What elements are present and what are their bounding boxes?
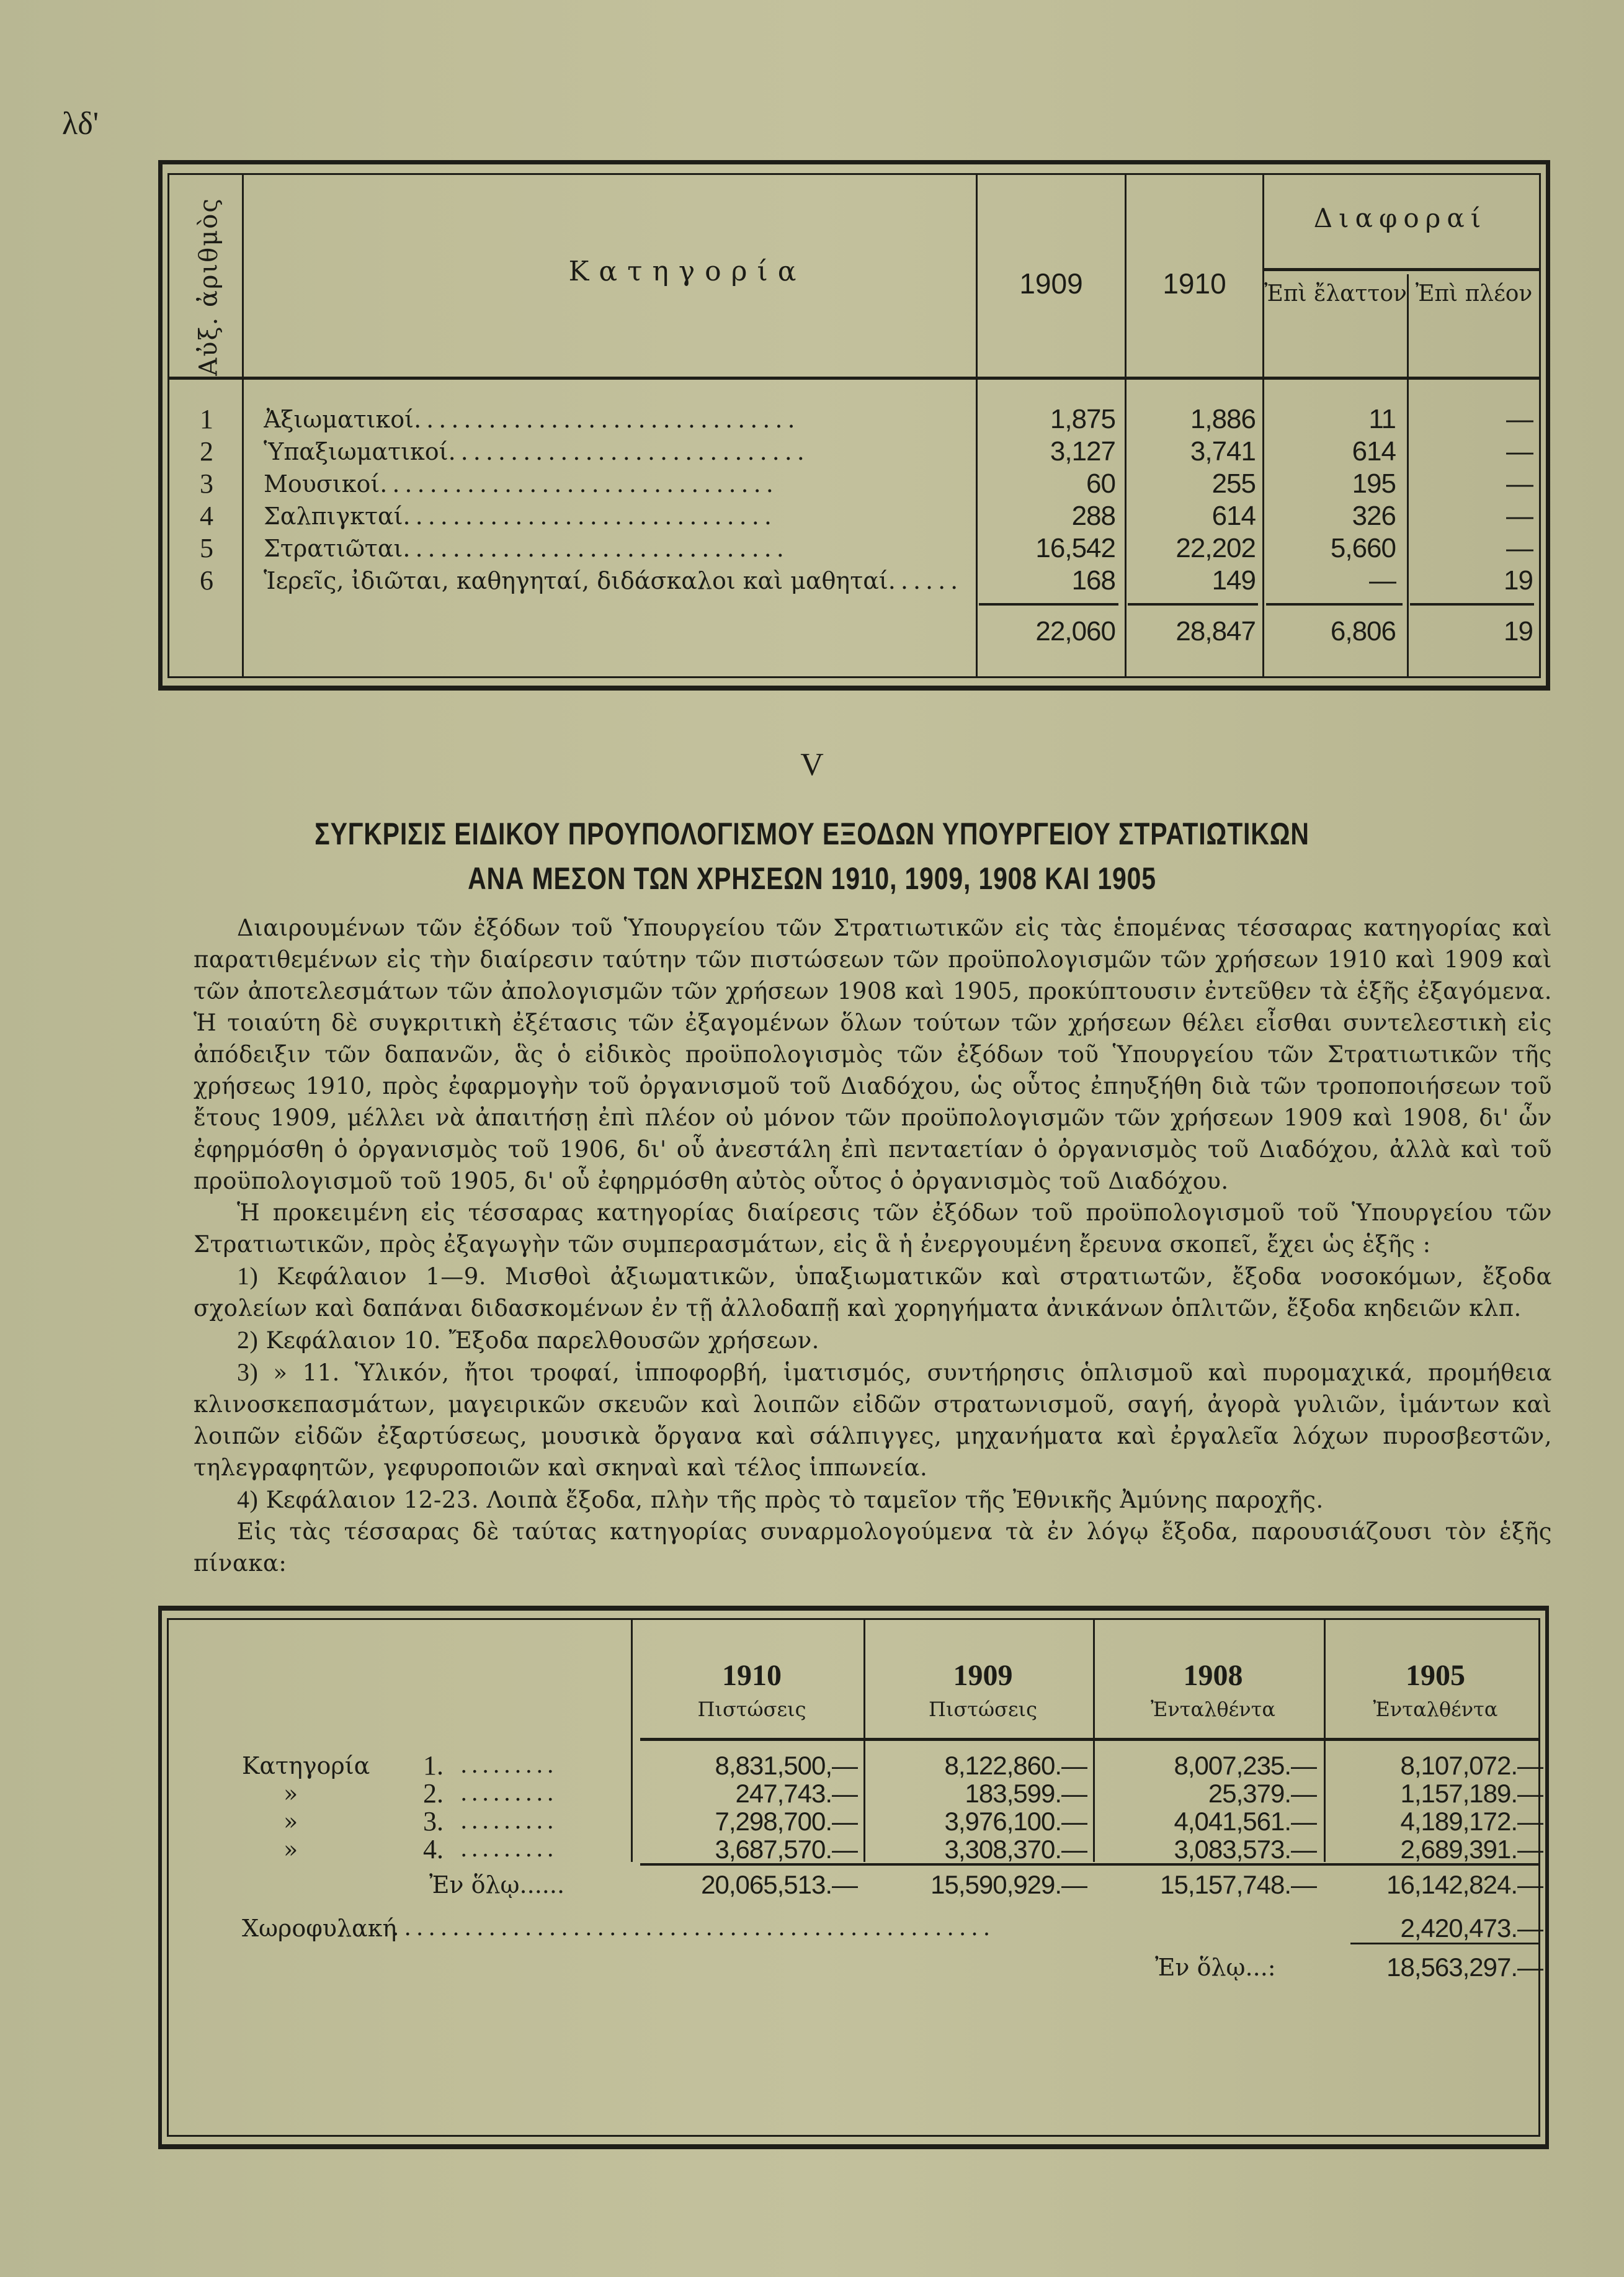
leader-dots: ...... xyxy=(888,567,963,594)
category-number: 2. xyxy=(423,1778,444,1809)
section-number: V xyxy=(800,747,824,782)
total-row xyxy=(169,1869,1543,1900)
differences-header: Διαφοραί xyxy=(1313,203,1488,233)
table-row xyxy=(169,532,1539,565)
value-1909: 3,127 xyxy=(1050,436,1115,467)
row-index: 1 xyxy=(200,404,213,434)
table-row xyxy=(169,1750,1543,1781)
cell-value: 8,007,235.— xyxy=(1174,1751,1316,1780)
chapter-item xyxy=(194,1483,1552,1516)
cell-value: 1,157,189.— xyxy=(1400,1779,1543,1808)
value-1910: 614 xyxy=(1211,501,1256,531)
leader-dots: ............................... xyxy=(414,406,800,433)
year-column-header xyxy=(1333,1657,1538,1724)
column-year: 1910 xyxy=(722,1659,782,1692)
item-text: » 11. Ὑλικόν, ἤτοι τροφαί, ἱπποφορβή, ἱματισμός, συντήρησις ὁπλισμοῦ καὶ πυρομαχικά, προμήθεια κλινοσκεπασμάτων, μαγειρικῶν σκευῶν καὶ λοιπῶν εἰδῶν στρατωνισμοῦ, σαγή, ἀγορὰ γυλιῶν, ἱμάντων καὶ λοιπῶν εἰδῶν ἐξαρτύσεως, μουσικὰ ὄργανα καὶ σάλπιγγες, μηχανήματα καὶ ἐργαλεῖα λόχων πυροσβεστῶν, τηλεγραφητῶν, γεφυροποιῶν καὶ σκηναὶ καὶ τέλος ἱππωνεία. xyxy=(194,1359,1553,1481)
chapter-item xyxy=(194,1356,1552,1483)
totals-row xyxy=(169,615,1539,648)
grand-total-value: 18,563,297.— xyxy=(1386,1953,1543,1982)
category-text: Ὑπαξιωματικοί xyxy=(264,438,448,465)
value-1909: 168 xyxy=(1071,565,1115,596)
header-rule xyxy=(640,1738,1538,1741)
category-label: » xyxy=(283,1836,298,1863)
value-more: — xyxy=(1506,468,1533,499)
leader-dots: ......... xyxy=(460,1753,558,1778)
category-text: Στρατιῶται xyxy=(264,535,403,562)
value-1909: 16,542 xyxy=(1035,533,1115,563)
cell-value: 183,599.— xyxy=(965,1779,1087,1808)
section-title-line1: ΣΥΓΚΡΙΣΙΣ ΕΙΔΙΚΟΥ ΠΡΟΥΠΟΛΟΓΙΣΜΟΥ ΕΞΟΔΩΝ ΥΠΟΥΡΓΕΙΟΥ ΣΤΡΑΤΙΩΤΙΚΩΝ xyxy=(315,816,1309,851)
cell-value: 4,041,561.— xyxy=(1174,1807,1316,1836)
category-text: Μουσικοί xyxy=(264,470,380,498)
cell-value: 8,122,860.— xyxy=(944,1751,1087,1780)
column-subtitle: Πιστώσεις xyxy=(929,1698,1037,1721)
category-number: 1. xyxy=(423,1750,444,1781)
value-more: — xyxy=(1506,404,1533,434)
value-1910: 3,741 xyxy=(1190,436,1256,467)
value-less: 11 xyxy=(1368,404,1396,434)
column-year: 1909 xyxy=(953,1659,1013,1692)
cell-value: 3,083,573.— xyxy=(1174,1835,1316,1864)
leader-dots: .................................................. xyxy=(392,1915,996,1941)
sum-rule xyxy=(1128,603,1258,606)
budget-comparison-table xyxy=(158,1606,1549,2149)
total-less: 6,806 xyxy=(1330,616,1396,646)
cell-value: 8,107,072.— xyxy=(1400,1751,1543,1780)
total-1910: 28,847 xyxy=(1176,616,1256,646)
value-less: — xyxy=(1369,565,1396,596)
cell-value: 4,189,172.— xyxy=(1400,1807,1543,1836)
table-row xyxy=(169,1834,1543,1865)
row-index: 6 xyxy=(200,565,213,596)
cell-value: 3,308,370.— xyxy=(944,1835,1087,1864)
leader-dots: ............................... xyxy=(403,535,789,562)
body-text xyxy=(194,912,1552,1579)
category-label: » xyxy=(283,1808,298,1835)
column-year: 1905 xyxy=(1406,1659,1465,1692)
item-number: 3) xyxy=(237,1358,259,1386)
value-1909: 288 xyxy=(1071,501,1115,531)
more-header: Ἐπὶ πλέον xyxy=(1415,281,1533,306)
item-text: Κεφάλαιον 12-23. Λοιπὰ ἔξοδα, πλὴν τῆς πρὸς τὸ ταμεῖον τῆς Ἐθνικῆς Ἀμύνης παροχῆς. xyxy=(265,1487,1324,1513)
value-more: — xyxy=(1506,436,1533,467)
table-row xyxy=(169,565,1539,597)
leader-dots: ......... xyxy=(460,1836,558,1862)
value-less: 5,660 xyxy=(1330,533,1396,563)
table-row xyxy=(169,1806,1543,1837)
year-column-header xyxy=(1102,1657,1324,1724)
value-more: 19 xyxy=(1504,565,1533,596)
value-1909: 60 xyxy=(1086,468,1115,499)
sum-rule xyxy=(979,603,1118,606)
table-row xyxy=(169,403,1539,436)
paragraph-1: Διαιρουμένων τῶν ἐξόδων τοῦ Ὑπουργείου τῶν Στρατιωτικῶν εἰς τὰς ἑπομένας τέσσαρας κατηγορίας καὶ παρατιθεμένων εἰς τὴν διαίρεσιν ταύτην τῶν πιστώσεων τῶν προϋπολογισμῶν τῶν χρήσεων 1910 καὶ 1909 καὶ τῶν ἀποτελεσμάτων τῶν ἀπολογισμῶν τῶν χρήσεων 1908 καὶ 1905, προκύπτουσιν ἐντεῦθεν τὰ ἑξῆς ἐξαγόμενα. Ἡ τοιαύτη δὲ συγκριτικὴ ἐξέτασις τῶν ἐξαγομένων ὅλων τούτων τῶν χρήσεων θέλει εἶσθαι συντελεστικὴ εἰς ἀπόδειξιν τῶν δαπανῶν, ἃς ὁ εἰδικὸς προϋπολογισμὸς τῶν ἐξόδων τοῦ Ὑπουργείου τῶν Στρατιωτικῶν τῆς χρήσεως 1910, πρὸς ἐφαρμογὴν τοῦ ὀργανισμοῦ τοῦ Διαδόχου, ὡς οὗτος ἐπηυξήθη διὰ τῶν τροποποιήσεων τοῦ ἔτους 1909, μέλλει νὰ ἀπαιτήσῃ ἐπὶ πλέον οὐ μόνον τῶν προϋπολογισμῶν τῶν χρήσεων 1909 καὶ 1908, δι' ὧν ἐφηρμόσθη ὁ ὀργανισμὸς τοῦ 1906, δι' οὗ ἀνεστάλη ἐπὶ πενταετίαν ὁ ὀργανισμὸς τοῦ Διαδόχου, ἀλλὰ καὶ τοῦ προϋπολογισμοῦ τοῦ 1905, δι' οὗ ἐφηρμόσθη αὐτὸς οὗτος ὁ ὀργανισμὸς τοῦ Διαδόχου. xyxy=(194,915,1552,1194)
header-rule xyxy=(169,377,1539,380)
category-text: Σαλπιγκταί xyxy=(264,503,403,530)
category-text: Ἀξιωματικοί xyxy=(264,406,414,433)
row-index: 5 xyxy=(200,533,213,563)
year-column-header xyxy=(640,1657,863,1724)
total-1905: 16,142,824.— xyxy=(1386,1870,1543,1899)
cell-value: 247,743.— xyxy=(735,1779,857,1808)
item-number: 4) xyxy=(237,1485,259,1513)
personnel-table xyxy=(158,160,1550,691)
row-index: 3 xyxy=(200,468,213,499)
category-label: » xyxy=(283,1780,298,1807)
column-subtitle: Πιστώσεις xyxy=(697,1698,806,1721)
value-1910: 22,202 xyxy=(1176,533,1256,563)
chapter-item xyxy=(194,1260,1552,1324)
table-row xyxy=(169,500,1539,532)
total-1910: 20,065,513.— xyxy=(701,1870,857,1899)
total-1909: 15,590,929.— xyxy=(930,1870,1087,1899)
item-text: Κεφάλαιον 1—9. Μισθοὶ ἀξιωματικῶν, ὑπαξιωματικῶν καὶ στρατιωτῶν, ἔξοδα νοσοκόμων, ἔξοδα σχολείων καὶ δαπάναι διδασκομένων ἐν τῇ ἀλλοδαπῇ καὶ χορηγήματα ἀνικάνων ὁπλιτῶν, ἔξοδα κηδειῶν κλπ. xyxy=(194,1263,1552,1322)
value-more: — xyxy=(1506,533,1533,563)
paragraph-2: Ἡ προκειμένη εἰς τέσσαρας κατηγορίας διαίρεσις τῶν ἐξόδων τοῦ προϋπολογισμοῦ τοῦ Ὑπουργείου τῶν Στρατιωτικῶν, πρὸς ἐξαγωγὴν τῶν συμπερασμάτων, εἰς ἃ ἡ ἐνεργουμένη ἔρευνα σκοπεῖ, ἔχει ὡς ἑξῆς : xyxy=(194,1199,1552,1258)
value-1910: 255 xyxy=(1211,468,1256,499)
row-index: 4 xyxy=(200,501,213,531)
leader-dots: ......... xyxy=(460,1781,558,1806)
grand-total-label: Ἐν ὅλῳ...: xyxy=(1155,1954,1276,1981)
index-column-header: Αὐξ. ἀριθμὸς xyxy=(195,197,223,376)
sum-rule xyxy=(1410,603,1534,606)
cell-value: 8,831,500,— xyxy=(715,1751,857,1780)
item-text: Κεφάλαιον 10. Ἔξοδα παρελθουσῶν χρήσεων. xyxy=(265,1327,819,1354)
year-column-header xyxy=(873,1657,1093,1724)
category-label: Κατηγορία xyxy=(242,1752,370,1779)
gendarmerie-value: 2,420,473.— xyxy=(1400,1913,1543,1943)
category-column-header: Κατηγορία xyxy=(568,256,806,287)
section-title-line2: ΑΝΑ ΜΕΣΟΝ ΤΩΝ ΧΡΗΣΕΩΝ 1910, 1909, 1908 ΚΑΙ 1905 xyxy=(468,861,1156,896)
value-less: 326 xyxy=(1352,501,1396,531)
cell-value: 3,687,570.— xyxy=(715,1835,857,1864)
year-1910-header: 1910 xyxy=(1162,267,1226,300)
total-1908: 15,157,748.— xyxy=(1160,1870,1316,1899)
cell-value: 7,298,700.— xyxy=(715,1807,857,1836)
column-subtitle: Ἐνταλθέντα xyxy=(1373,1698,1498,1721)
cell-value: 2,689,391.— xyxy=(1400,1835,1543,1864)
sum-rule xyxy=(1266,603,1403,606)
category-text: Ἱερεῖς, ἰδιῶται, καθηγηταί, διδάσκαλοι καὶ μαθηταί xyxy=(264,567,888,594)
value-1910: 149 xyxy=(1211,565,1256,596)
table-row xyxy=(169,1778,1543,1809)
closing-paragraph: Εἰς τὰς τέσσαρας δὲ ταύτας κατηγορίας συναρμολογούμενα τὰ ἐν λόγῳ ἔξοδα, παρουσιάζουσι τὸν ἑξῆς πίνακα: xyxy=(194,1518,1552,1577)
value-more: — xyxy=(1506,501,1533,531)
divider xyxy=(1264,268,1539,271)
less-header: Ἐπὶ ἔλαττον xyxy=(1264,281,1407,306)
value-less: 195 xyxy=(1352,468,1396,499)
item-number: 1) xyxy=(237,1262,259,1290)
leader-dots: ............................. xyxy=(448,438,810,465)
row-index: 2 xyxy=(200,436,213,467)
category-number: 4. xyxy=(423,1834,444,1864)
page-number: λδ' xyxy=(62,106,99,141)
table-row xyxy=(169,468,1539,500)
gendarmerie-label: Χωροφυλακή xyxy=(242,1915,397,1942)
value-less: 614 xyxy=(1352,436,1396,467)
total-more: 19 xyxy=(1504,616,1533,646)
value-1910: 1,886 xyxy=(1190,404,1256,434)
column-year: 1908 xyxy=(1183,1659,1243,1692)
leader-dots: ......... xyxy=(460,1809,558,1834)
year-1909-header: 1909 xyxy=(1019,267,1083,300)
gendarmerie-row xyxy=(169,1913,1543,1944)
leader-dots: .............................. xyxy=(403,503,777,530)
value-1909: 1,875 xyxy=(1050,404,1115,434)
table-row xyxy=(169,436,1539,468)
cell-value: 25,379.— xyxy=(1208,1779,1316,1808)
chapter-item xyxy=(194,1324,1552,1356)
column-subtitle: Ἐνταλθέντα xyxy=(1151,1698,1275,1721)
category-number: 3. xyxy=(423,1806,444,1836)
leader-dots: ................................ xyxy=(380,470,779,498)
total-1909: 22,060 xyxy=(1035,616,1115,646)
item-number: 2) xyxy=(237,1326,259,1354)
cell-value: 3,976,100.— xyxy=(944,1807,1087,1836)
grand-total-row xyxy=(169,1952,1543,1983)
total-label: Ἐν ὅλῳ...... xyxy=(429,1871,565,1899)
